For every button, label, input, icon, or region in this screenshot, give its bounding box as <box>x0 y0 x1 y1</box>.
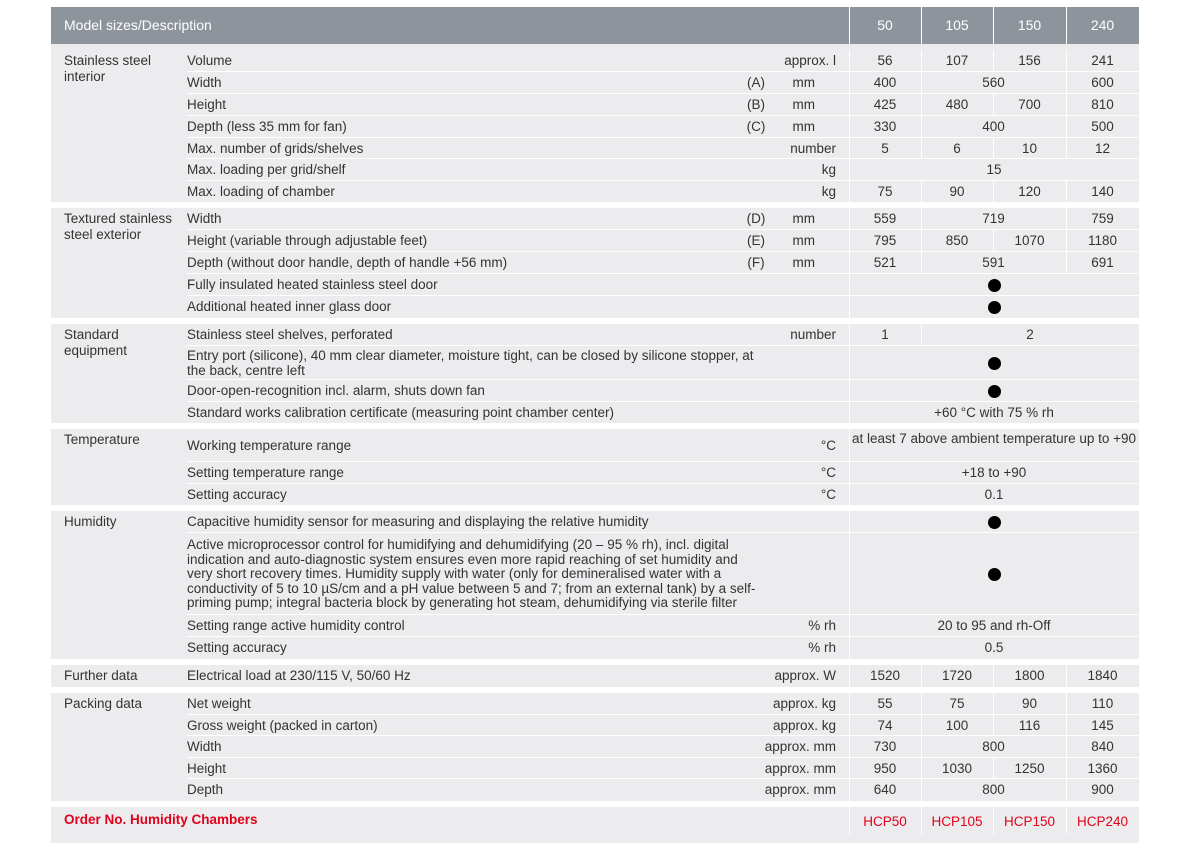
row-value: 810 <box>1091 97 1114 112</box>
cell-divider <box>921 665 922 687</box>
row-divider <box>187 180 1139 181</box>
cell-divider <box>849 637 850 659</box>
row-value: 6 <box>953 141 961 156</box>
header-divider <box>849 7 850 44</box>
row-value: 90 <box>1021 696 1038 711</box>
row-value: 55 <box>877 696 893 711</box>
cell-divider <box>1066 715 1067 736</box>
filled-circle-icon <box>988 568 1001 581</box>
row-value: 730 <box>873 739 897 754</box>
row-value: 591 <box>982 255 1005 270</box>
row-value: 140 <box>1091 184 1114 199</box>
cell-divider <box>849 462 850 484</box>
row-description: Door-open-recognition incl. alarm, shuts down fan <box>187 383 485 398</box>
row-unit: mm <box>792 97 815 112</box>
row-value: 10 <box>1021 141 1038 156</box>
cell-divider <box>849 429 850 462</box>
cell-divider <box>1066 252 1067 274</box>
dimension-code: (D) <box>746 211 766 226</box>
row-value: 400 <box>982 119 1005 134</box>
row-value: 560 <box>982 75 1005 90</box>
row-value: 120 <box>1018 184 1041 199</box>
row-value: 400 <box>873 75 897 90</box>
row-value: 145 <box>1091 718 1114 733</box>
table-header <box>51 7 1139 44</box>
bullet-indicator <box>849 566 1139 582</box>
cell-divider <box>921 50 922 72</box>
cell-divider <box>849 346 850 380</box>
row-divider <box>187 483 1139 484</box>
order-number: HCP105 <box>931 814 983 829</box>
row-value: 56 <box>877 53 893 68</box>
dimension-code: (F) <box>747 255 765 270</box>
bullet-indicator <box>849 355 1139 371</box>
cell-divider <box>849 665 850 687</box>
cell-divider <box>993 50 994 72</box>
cell-divider <box>993 693 994 715</box>
section-gap <box>51 801 1139 807</box>
header-divider <box>921 7 922 44</box>
filled-circle-icon <box>988 301 1001 314</box>
row-divider <box>187 757 1139 758</box>
row-divider <box>187 379 1139 380</box>
row-value: 1250 <box>1014 761 1045 776</box>
row-value: 90 <box>949 184 965 199</box>
row-value: 950 <box>873 761 897 776</box>
row-value: 2 <box>1026 327 1034 342</box>
dimension-code: (C) <box>746 119 766 134</box>
row-description: Width <box>187 211 222 226</box>
cell-divider <box>849 296 850 318</box>
row-description: Capacitive humidity sensor for measuring and displaying the relative humidity <box>187 514 649 529</box>
row-value: 500 <box>1091 119 1114 134</box>
row-value: 116 <box>1018 718 1041 733</box>
row-description: Stainless steel shelves, perforated <box>187 327 393 342</box>
row-description: Max. number of grids/shelves <box>187 141 364 156</box>
cell-divider <box>1066 693 1067 715</box>
row-description: Depth (without door handle, depth of handle +56 mm) <box>187 255 508 270</box>
cell-divider <box>849 807 850 834</box>
row-value: 840 <box>1091 739 1114 754</box>
row-description: Gross weight (packed in carton) <box>187 718 378 733</box>
row-divider <box>187 461 1139 462</box>
cell-divider <box>993 715 994 736</box>
cell-divider <box>921 736 922 758</box>
cell-divider <box>849 484 850 505</box>
cell-divider <box>921 116 922 138</box>
row-value: 75 <box>949 696 965 711</box>
bullet-indicator <box>849 514 1139 530</box>
row-unit: mm <box>792 119 815 134</box>
row-value: 795 <box>873 233 897 248</box>
row-value: +18 to +90 <box>961 465 1027 480</box>
model-size-240: 240 <box>1090 17 1115 33</box>
cell-divider <box>849 181 850 202</box>
row-description: Setting accuracy <box>187 487 287 502</box>
dimension-code: (B) <box>747 97 765 112</box>
row-divider <box>187 273 1139 274</box>
cell-divider <box>849 380 850 402</box>
row-value: 5 <box>881 141 889 156</box>
row-description: Additional heated inner glass door <box>187 299 392 314</box>
row-value: 521 <box>873 255 897 270</box>
row-unit: kg <box>821 184 836 199</box>
cell-divider <box>1066 138 1067 159</box>
row-value: 425 <box>873 97 897 112</box>
row-value: 0.1 <box>984 487 1004 502</box>
cell-divider <box>849 94 850 116</box>
filled-circle-icon <box>988 516 1001 529</box>
row-description: Electrical load at 230/115 V, 50/60 Hz <box>187 668 411 683</box>
row-unit: mm <box>792 233 815 248</box>
cell-divider <box>849 252 850 274</box>
row-value: 480 <box>945 97 969 112</box>
row-unit: mm <box>792 211 815 226</box>
row-description: Volume <box>187 53 233 68</box>
row-description: Max. loading per grid/shelf <box>187 162 346 177</box>
row-unit: °C <box>820 465 836 480</box>
dimension-code: (E) <box>747 233 765 248</box>
cell-divider <box>849 615 850 637</box>
cell-divider <box>921 779 922 801</box>
section-title: Textured stainless steel exterior <box>64 211 173 242</box>
row-value: 1520 <box>869 668 901 683</box>
cell-divider <box>993 138 994 159</box>
cell-divider <box>921 324 922 346</box>
cell-divider <box>849 779 850 801</box>
cell-divider <box>849 402 850 423</box>
cell-divider <box>849 116 850 138</box>
cell-divider <box>921 138 922 159</box>
row-unit: approx. l <box>784 53 836 68</box>
row-unit: number <box>790 141 836 156</box>
row-value: 691 <box>1091 255 1114 270</box>
cell-divider <box>921 807 922 834</box>
row-value: 107 <box>945 53 969 68</box>
row-description: Standard works calibration certificate (measuring point chamber center) <box>187 405 614 420</box>
bullet-indicator <box>849 383 1139 399</box>
row-description: Setting accuracy <box>187 640 287 655</box>
row-unit: mm <box>792 255 815 270</box>
row-value: 1840 <box>1087 668 1118 683</box>
cell-divider <box>1066 736 1067 758</box>
section-gap <box>51 687 1139 693</box>
cell-divider <box>849 138 850 159</box>
cell-divider <box>993 181 994 202</box>
cell-divider <box>921 94 922 116</box>
cell-divider <box>849 511 850 533</box>
section-title: Stainless steel interior <box>64 53 152 84</box>
row-divider <box>187 345 1139 346</box>
cell-divider <box>921 181 922 202</box>
row-divider <box>187 137 1139 138</box>
section-gap <box>51 423 1139 429</box>
row-value: 850 <box>945 233 969 248</box>
row-unit: mm <box>792 75 815 90</box>
row-value: 559 <box>873 211 897 226</box>
section-gap <box>51 318 1139 324</box>
model-size-105: 105 <box>945 17 969 33</box>
row-divider <box>187 229 1139 230</box>
cell-divider <box>1066 208 1067 230</box>
order-label: Order No. Humidity Chambers <box>64 812 258 827</box>
row-value: 20 to 95 and rh-Off <box>937 618 1051 633</box>
row-value: 100 <box>945 718 969 733</box>
row-value: 640 <box>873 782 897 797</box>
row-description: Depth <box>187 782 224 797</box>
cell-divider <box>849 230 850 252</box>
row-value: 12 <box>1094 141 1111 156</box>
cell-divider <box>849 324 850 346</box>
row-divider <box>187 295 1139 296</box>
order-number: HCP50 <box>863 814 907 829</box>
cell-divider <box>849 208 850 230</box>
row-value: 241 <box>1091 53 1114 68</box>
filled-circle-icon <box>988 385 1001 398</box>
row-unit: approx. kg <box>772 718 836 733</box>
order-number: HCP240 <box>1076 814 1129 829</box>
section-gap <box>51 202 1139 208</box>
section-gap <box>51 505 1139 511</box>
row-value: 1030 <box>941 761 973 776</box>
row-description: Width <box>187 75 222 90</box>
row-divider <box>187 251 1139 252</box>
row-value: 74 <box>877 718 893 733</box>
cell-divider <box>993 230 994 252</box>
row-unit: approx. W <box>774 668 836 683</box>
cell-divider <box>921 230 922 252</box>
header-divider <box>1066 7 1067 44</box>
cell-divider <box>1066 50 1067 72</box>
row-value: 900 <box>1091 782 1114 797</box>
row-value: 1360 <box>1087 761 1118 776</box>
filled-circle-icon <box>988 357 1001 370</box>
header-divider <box>993 7 994 44</box>
section-gap <box>51 659 1139 665</box>
row-value: 600 <box>1091 75 1114 90</box>
row-unit: kg <box>821 162 836 177</box>
row-value: 15 <box>986 162 1002 177</box>
row-divider <box>187 735 1139 736</box>
row-value: 700 <box>1018 97 1041 112</box>
cell-divider <box>849 693 850 715</box>
bullet-indicator <box>849 299 1139 315</box>
cell-divider <box>849 758 850 779</box>
row-unit: approx. mm <box>764 761 836 776</box>
cell-divider <box>849 533 850 615</box>
row-unit: % rh <box>808 640 836 655</box>
cell-divider <box>1066 230 1067 252</box>
row-value: 110 <box>1091 696 1114 711</box>
section-title: Humidity <box>64 514 117 529</box>
row-value: 1180 <box>1087 233 1118 248</box>
row-value: +60 °C with 75 % rh <box>934 405 1054 420</box>
cell-divider <box>993 758 994 779</box>
cell-divider <box>1066 94 1067 116</box>
row-value: 1 <box>881 327 889 342</box>
row-value: 75 <box>877 184 893 199</box>
cell-divider <box>849 159 850 181</box>
section-title: Standard equipment <box>64 327 128 358</box>
row-value: 330 <box>873 119 897 134</box>
cell-divider <box>921 758 922 779</box>
row-description: Active microprocessor control for humidifying and dehumidifying (20 – 95 % rh), incl. digital indication and auto-diagnostic system ensures even more rapid reaching of set humidity and very short recovery times. Humidity supply with water (only for demineralised water with a conductivity of 5 to 10 µS/cm and a pH value between 5 and 7; from an external tank) by a self-priming pump; integral bacteria block by generating hot steam, dehumidifying via sterile filter <box>187 537 756 610</box>
row-description: Width <box>187 739 222 754</box>
row-divider <box>187 532 1139 533</box>
row-divider <box>187 158 1139 159</box>
row-value: 156 <box>1018 53 1041 68</box>
section-title: Temperature <box>64 432 140 447</box>
row-unit: °C <box>820 438 836 453</box>
row-description: Height <box>187 761 227 776</box>
model-size-50: 50 <box>877 17 893 33</box>
row-description: Height (variable through adjustable feet) <box>187 233 428 248</box>
row-value: 1720 <box>941 668 973 683</box>
cell-divider <box>921 72 922 94</box>
header-label: Model sizes/Description <box>64 17 212 33</box>
cell-divider <box>1066 72 1067 94</box>
row-unit: approx. mm <box>764 739 836 754</box>
model-size-150: 150 <box>1017 17 1042 33</box>
row-value: 1070 <box>1014 233 1045 248</box>
row-description: Max. loading of chamber <box>187 184 335 199</box>
row-divider <box>187 778 1139 779</box>
cell-divider <box>1066 779 1067 801</box>
row-description: Depth (less 35 mm for fan) <box>187 119 347 134</box>
row-unit: °C <box>820 487 836 502</box>
row-unit: % rh <box>808 618 836 633</box>
row-description: Fully insulated heated stainless steel door <box>187 277 438 292</box>
cell-divider <box>849 50 850 72</box>
row-value: 719 <box>982 211 1005 226</box>
row-divider <box>187 614 1139 615</box>
cell-divider <box>921 208 922 230</box>
cell-divider <box>993 665 994 687</box>
row-value: 759 <box>1091 211 1114 226</box>
cell-divider <box>921 693 922 715</box>
row-description: Net weight <box>187 696 251 711</box>
cell-divider <box>921 252 922 274</box>
spec-table <box>51 7 1139 843</box>
row-divider <box>187 714 1139 715</box>
cell-divider <box>1066 181 1067 202</box>
row-value: 800 <box>982 739 1005 754</box>
row-unit: approx. mm <box>764 782 836 797</box>
cell-divider <box>993 94 994 116</box>
cell-divider <box>1066 807 1067 834</box>
row-value: 0.5 <box>984 640 1004 655</box>
cell-divider <box>1066 665 1067 687</box>
section-title: Packing data <box>64 696 143 711</box>
cell-divider <box>849 72 850 94</box>
cell-divider <box>849 274 850 296</box>
row-value: 1800 <box>1014 668 1045 683</box>
row-description: Working temperature range <box>187 438 352 453</box>
row-description: Entry port (silicone), 40 mm clear diameter, moisture tight, can be closed by silicone stopper, at the back, centre left <box>187 348 754 378</box>
row-divider <box>187 401 1139 402</box>
cell-divider <box>849 736 850 758</box>
row-divider <box>187 115 1139 116</box>
row-divider <box>187 636 1139 637</box>
row-divider <box>187 93 1139 94</box>
row-description: Setting range active humidity control <box>187 618 405 633</box>
cell-divider <box>849 715 850 736</box>
cell-divider <box>1066 758 1067 779</box>
row-description: Setting temperature range <box>187 465 344 480</box>
cell-divider <box>921 715 922 736</box>
row-description: Height <box>187 97 227 112</box>
row-divider <box>187 71 1139 72</box>
bullet-indicator <box>849 277 1139 293</box>
section-title: Further data <box>64 668 138 683</box>
row-value: 800 <box>982 782 1005 797</box>
order-number: HCP150 <box>1003 814 1056 829</box>
row-unit: number <box>790 327 836 342</box>
row-value: at least 7 above ambient temperature up to +90 <box>851 431 1137 446</box>
dimension-code: (A) <box>747 75 765 90</box>
row-unit: approx. kg <box>772 696 836 711</box>
cell-divider <box>1066 116 1067 138</box>
filled-circle-icon <box>988 279 1001 292</box>
cell-divider <box>993 807 994 834</box>
